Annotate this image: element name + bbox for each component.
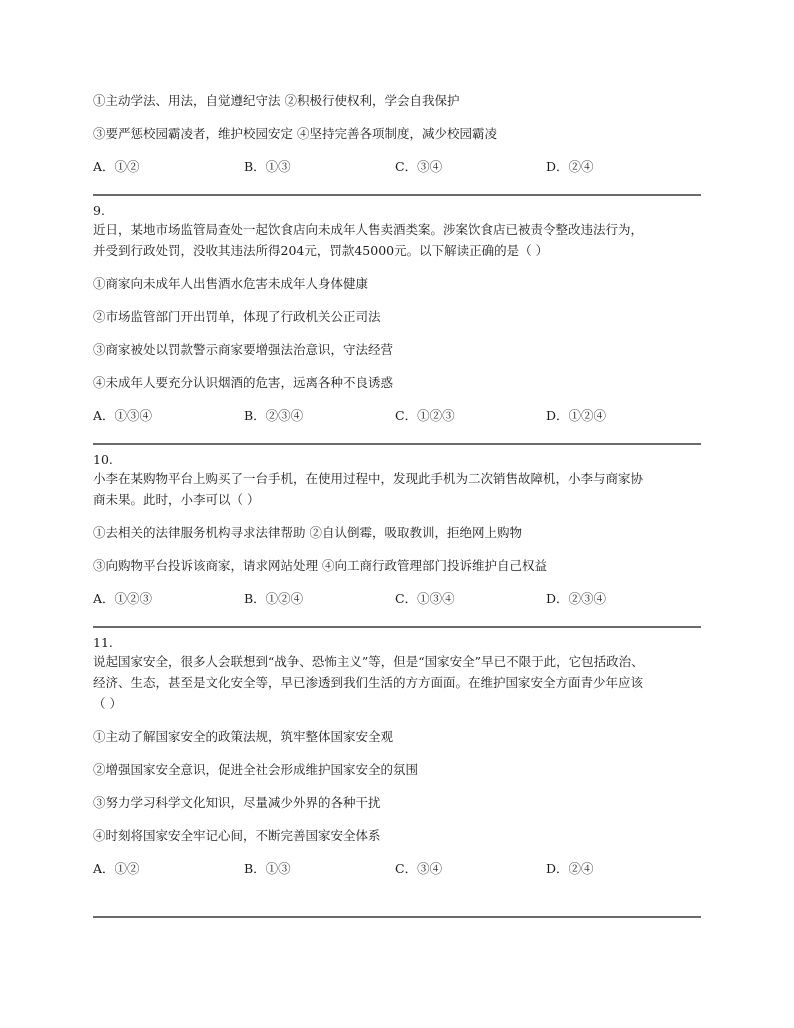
- question-divider: [93, 916, 701, 918]
- question-divider: [93, 626, 701, 628]
- q10-option-a[interactable]: A．①②③: [93, 591, 153, 606]
- q11-statement-4: ④时刻将国家安全牢记心间，不断完善国家安全体系: [93, 828, 381, 843]
- q8-option-a[interactable]: A．①②: [93, 159, 140, 174]
- q11-stem-line-3: （ ）: [93, 696, 122, 711]
- q11-stem: [93, 651, 701, 714]
- q8-option-d[interactable]: D．②④: [546, 159, 594, 174]
- q11-stem-line-1: 说起国家安全，很多人会联想到“战争、恐怖主义”等，但是“国家安全”早已不限于此，它包括政治、: [93, 654, 644, 669]
- question-divider: [93, 443, 701, 445]
- q11-option-a[interactable]: A．①②: [93, 861, 140, 876]
- q11-statement-3: ③努力学习科学文化知识，尽量减少外界的各种干扰: [93, 795, 381, 810]
- q11-statement-1: ①主动了解国家安全的政策法规，筑牢整体国家安全观: [93, 729, 394, 744]
- q10-options: [93, 590, 701, 608]
- q10-statement-1: ①去相关的法律服务机构寻求法律帮助 ②自认倒霉，吸取教训，拒绝网上购物: [93, 525, 522, 540]
- q9-stem-line-1: 近日，某地市场监管局查处一起饮食店向未成年人售卖酒类案。涉案饮食店已被责令整改违法行为，: [93, 222, 644, 237]
- q11-statement-2: ②增强国家安全意识，促进全社会形成维护国家安全的氛围: [93, 762, 419, 777]
- q11-options: [93, 860, 701, 878]
- q11-stem-line-2: 经济、生态，甚至是文化安全等，早已渗透到我们生活的方方面面。在维护国家安全方面青少年应该: [93, 675, 644, 690]
- q10-option-b[interactable]: B．①②④: [244, 591, 304, 606]
- q8-options: [93, 158, 701, 176]
- q9-option-c[interactable]: C．①②③: [395, 408, 455, 423]
- q11-number: 11.: [93, 635, 113, 650]
- q8-option-c[interactable]: C．③④: [395, 159, 443, 174]
- q10-option-c[interactable]: C．①③④: [395, 591, 455, 606]
- q10-stem-line-1: 小李在某购物平台上购买了一台手机，在使用过程中，发现此手机为二次销售故障机，小李与商家协: [93, 471, 644, 486]
- q10-number: 10.: [93, 452, 113, 467]
- q10-statement-2: ③向购物平台投诉该商家，请求网站处理 ④向工商行政管理部门投诉维护自己权益: [93, 558, 547, 573]
- q10-option-d[interactable]: D．②③④: [546, 591, 607, 606]
- q9-stem-line-2: 并受到行政处罚，没收其违法所得204元，罚款45000元。以下解读正确的是（ ）: [93, 243, 549, 258]
- question-divider: [93, 194, 701, 196]
- q10-stem: [93, 468, 701, 510]
- q9-number: 9.: [93, 203, 105, 218]
- q11-option-c[interactable]: C．③④: [395, 861, 443, 876]
- q9-statement-1: ①商家向未成年人出售酒水危害未成年人身体健康: [93, 276, 369, 291]
- q9-statement-2: ②市场监管部门开出罚单，体现了行政机关公正司法: [93, 309, 381, 324]
- q8-statement-2: ③要严惩校园霸凌者，维护校园安定 ④坚持完善各项制度，减少校园霸凌: [93, 126, 497, 141]
- q11-option-d[interactable]: D．②④: [546, 861, 594, 876]
- q9-statement-4: ④未成年人要充分认识烟酒的危害，远离各种不良诱惑: [93, 375, 394, 390]
- q8-option-b[interactable]: B．①③: [244, 159, 291, 174]
- q11-option-b[interactable]: B．①③: [244, 861, 291, 876]
- question-8: [93, 92, 701, 176]
- q9-stem: [93, 219, 701, 261]
- q9-option-a[interactable]: A．①③④: [93, 408, 153, 423]
- q10-stem-line-2: 商未果。此时，小李可以（ ）: [93, 492, 260, 507]
- question-9: [93, 202, 701, 425]
- q9-option-d[interactable]: D．①②④: [546, 408, 607, 423]
- q9-statement-3: ③商家被处以罚款警示商家要增强法治意识，守法经营: [93, 342, 394, 357]
- question-11: [93, 634, 701, 878]
- q8-statement-1: ①主动学法、用法，自觉遵纪守法 ②积极行使权利，学会自我保护: [93, 93, 460, 108]
- q9-options: [93, 407, 701, 425]
- question-list: [93, 92, 701, 918]
- question-10: [93, 451, 701, 608]
- q9-option-b[interactable]: B．②③④: [244, 408, 304, 423]
